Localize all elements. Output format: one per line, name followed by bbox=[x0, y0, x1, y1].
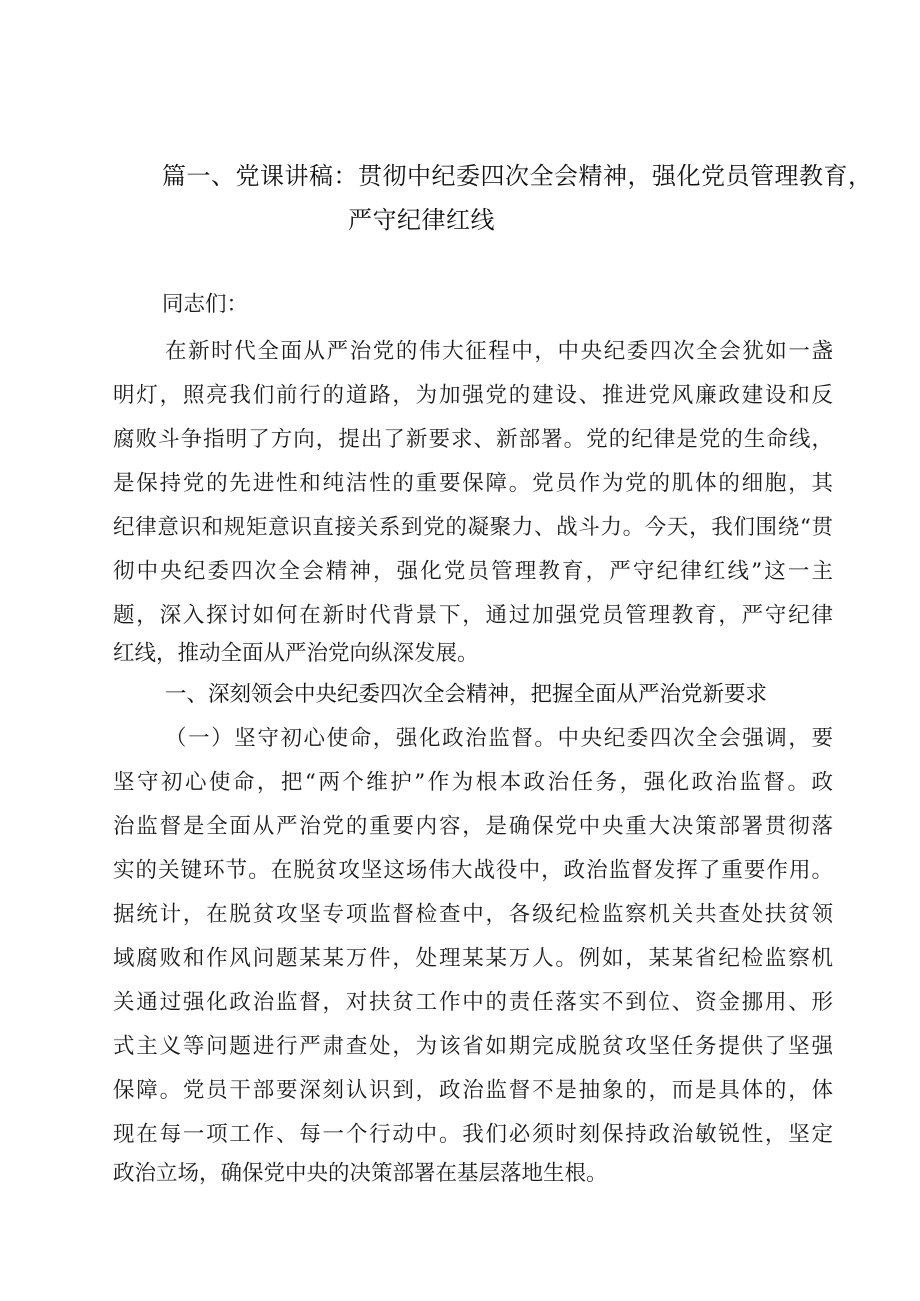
document-title-line-2: 严守纪律红线 bbox=[348, 206, 495, 234]
intro-line: 题，深入探讨如何在新时代背景下，通过加强党员管理教育，严守纪律 bbox=[113, 603, 833, 628]
document-title-line-1: 篇一、党课讲稿：贯彻中纪委四次全会精神，强化党员管理教育， bbox=[162, 162, 873, 190]
intro-line: 纪律意识和规矩意识直接关系到党的凝聚力、战斗力。今天，我们围绕“贯 bbox=[113, 515, 833, 540]
subsection-line: 政治立场，确保党中央的决策部署在基层落地生根。 bbox=[113, 1161, 608, 1186]
subsection-line: 据统计，在脱贫攻坚专项监督检查中，各级纪检监察机关共查处扶贫领 bbox=[113, 902, 833, 927]
intro-line: 红线，推动全面从严治党向纵深发展。 bbox=[113, 641, 479, 666]
intro-line: 彻中央纪委四次全会精神，强化党员管理教育，严守纪律红线”这一主 bbox=[113, 559, 833, 584]
subsection-line: 式主义等问题进行严肃查处，为该省如期完成脱贫攻坚任务提供了坚强 bbox=[113, 1034, 833, 1059]
intro-line: 明灯，照亮我们前行的道路，为加强党的建设、推进党风廉政建设和反 bbox=[113, 383, 833, 408]
intro-line: 在新时代全面从严治党的伟大征程中，中央纪委四次全会犹如一盏 bbox=[165, 339, 833, 364]
greeting: 同志们： bbox=[162, 292, 249, 317]
subsection-line: 保障。党员干部要深刻认识到，政治监督不是抽象的，而是具体的，体 bbox=[113, 1078, 833, 1103]
intro-line: 是保持党的先进性和纯洁性的重要保障。党员作为党的肌体的细胞，其 bbox=[113, 471, 833, 496]
subsection-line: 域腐败和作风问题某某万件，处理某某万人。例如，某某省纪检监察机 bbox=[113, 946, 833, 971]
intro-line: 腐败斗争指明了方向，提出了新要求、新部署。党的纪律是党的生命线， bbox=[113, 427, 833, 452]
subsection-line: 治监督是全面从严治党的重要内容，是确保党中央重大决策部署贯彻落 bbox=[113, 814, 833, 839]
section-heading: 一、深刻领会中央纪委四次全会精神，把握全面从严治党新要求 bbox=[165, 682, 768, 707]
subsection-line: 关通过强化政治监督，对扶贫工作中的责任落实不到位、资金挪用、形 bbox=[113, 990, 833, 1015]
subsection-line: 坚守初心使命，把“两个维护”作为根本政治任务，强化政治监督。政 bbox=[113, 770, 833, 795]
subsection-line: 现在每一项工作、每一个行动中。我们必须时刻保持政治敏锐性，坚定 bbox=[113, 1122, 833, 1147]
subsection-line: （一）坚守初心使命，强化政治监督。中央纪委四次全会强调，要 bbox=[165, 726, 833, 751]
subsection-line: 实的关键环节。在脱贫攻坚这场伟大战役中，政治监督发挥了重要作用。 bbox=[113, 858, 833, 883]
